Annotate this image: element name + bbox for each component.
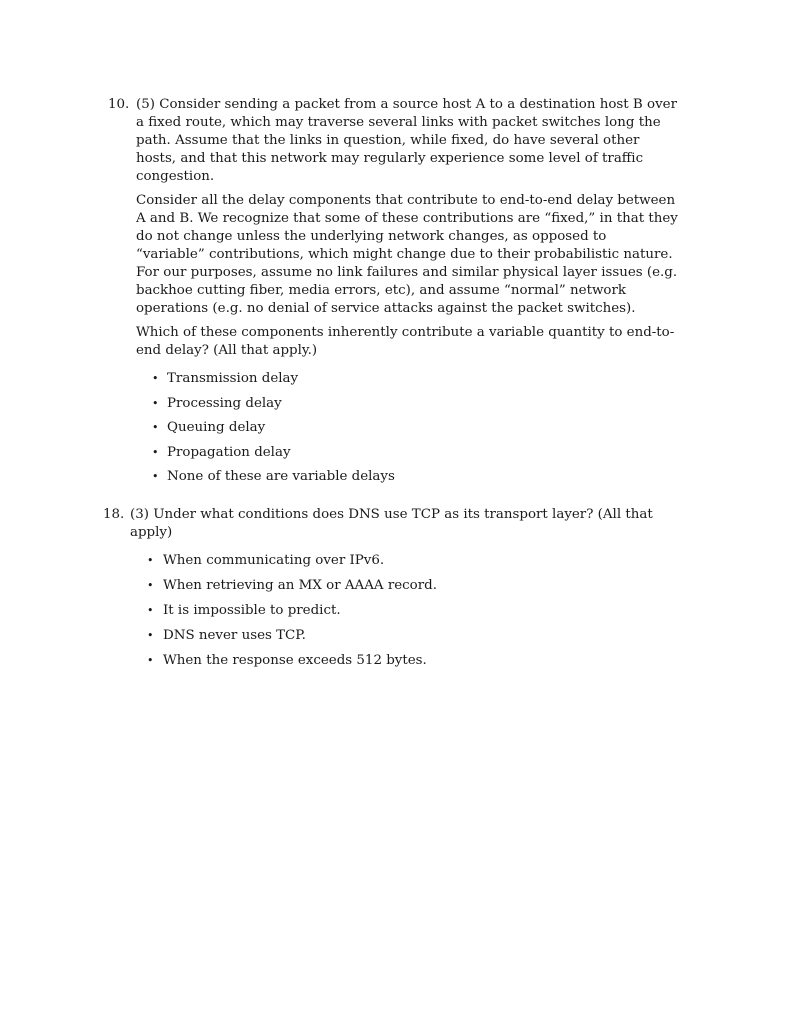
option-text: Propagation delay <box>167 444 291 460</box>
option-text: Processing delay <box>167 395 282 411</box>
question-text: Consider sending a packet from a source host A to a destination host B over a fixed route, which may traverse several links with packet switches long the path. Assume that the links in question, while fixed, do have several other hosts, and that this network may regularly experience some level of traffic congestion. <box>136 97 677 184</box>
option-text: None of these are variable delays <box>167 469 395 484</box>
option-text: When the response exceeds 512 bytes. <box>163 653 427 668</box>
question-paragraph: Which of these components inherently contribute a variable quantity to end-to-end delay? (All that apply.) <box>136 325 675 358</box>
question-points: (3) <box>130 507 149 522</box>
question-paragraph <box>130 506 673 542</box>
answer-option <box>152 444 678 469</box>
answer-option <box>152 419 678 444</box>
question-paragraph: Consider all the delay components that contribute to end-to-end delay between A and B. We recognize that some of these contributions are “fixed,” in that they do not change unless the underlying network changes, as opposed to “variable” contributions, which might change due to their probabilistic nature. For our purposes, assume no link failures and similar physical layer issues (e.g. backhoe cutting fiber, media errors, etc), and assume “normal” network operations (e.g. no denial of service attacks against the packet switches). <box>136 193 678 316</box>
bullet-icon: • <box>147 654 154 667</box>
answer-option <box>147 652 673 677</box>
answer-option <box>147 627 673 652</box>
bullet-icon: • <box>152 470 159 483</box>
option-text: Transmission delay <box>167 371 299 386</box>
option-text: DNS never uses TCP. <box>163 628 306 643</box>
bullet-icon: • <box>152 445 159 459</box>
question-18 <box>103 506 673 677</box>
answer-option <box>147 552 673 577</box>
question-10 <box>108 96 678 493</box>
bullet-icon: • <box>147 604 154 617</box>
bullet-icon: • <box>147 554 154 567</box>
question-body <box>136 96 678 493</box>
question-paragraph <box>136 96 678 186</box>
answer-option <box>147 577 673 602</box>
question-number: 18. <box>103 507 125 522</box>
question-body <box>130 506 673 677</box>
option-text: Queuing delay <box>167 420 266 435</box>
bullet-icon: • <box>152 372 159 385</box>
answer-options <box>130 552 673 677</box>
bullet-icon: • <box>147 629 154 642</box>
answer-options <box>136 370 678 493</box>
question-points: (5) <box>136 97 155 112</box>
bullet-icon: • <box>152 421 159 434</box>
option-text: When communicating over IPv6. <box>163 553 385 568</box>
bullet-icon: • <box>152 396 159 410</box>
answer-option <box>147 602 673 627</box>
answer-option <box>152 370 678 395</box>
answer-option <box>152 468 678 493</box>
option-text: When retrieving an MX or AAAA record. <box>163 578 437 593</box>
answer-option <box>152 395 678 420</box>
question-text: Under what conditions does DNS use TCP as its transport layer? (All that apply) <box>130 507 653 540</box>
bullet-icon: • <box>147 579 154 592</box>
option-text: It is impossible to predict. <box>163 603 341 618</box>
question-number: 10. <box>108 97 130 112</box>
